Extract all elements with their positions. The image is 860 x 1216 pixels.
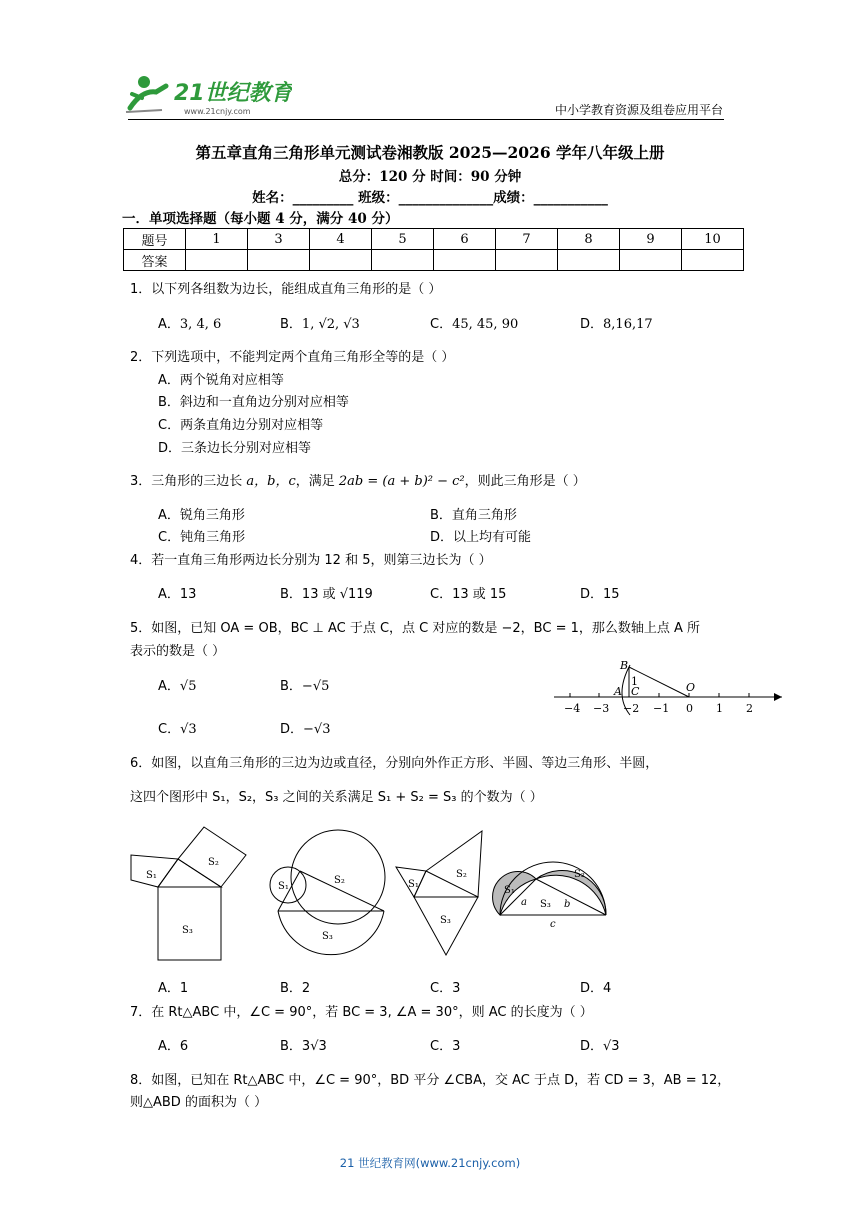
table-cell: 3 [248,229,310,250]
option-letter: A． [158,679,180,694]
q5-option-b[interactable] [280,675,329,694]
table-cell: 7 [496,229,558,250]
header-divider [128,119,724,120]
q3-option-b[interactable]: B．直角三角形 [430,508,517,523]
student-fields: 姓名：_________ 班级：______________成绩：___________ [252,190,608,206]
point-label-a: A [614,685,622,698]
table-cell: 10 [682,229,744,250]
logo [122,68,292,118]
q1-option-d[interactable] [580,313,653,332]
page-title: 第五章直角三角形单元测试卷湘教版 2025—2026 学年八年级上册 [195,143,665,162]
q6-option-c[interactable]: C．3 [430,981,461,996]
q1-option-b[interactable] [280,313,360,332]
table-cell: 题号 [124,229,186,250]
stem-text: ，则此三角形是（ ） [464,474,586,489]
tick-label: 0 [686,702,693,715]
score-time: 总分：120 分 时间：90 分钟 [338,169,522,185]
option-letter: B． [280,317,302,332]
option-value: −√3 [303,722,331,737]
label-s2: S₂ [208,857,219,868]
question-8-stem: 8．如图，已知在 Rt△ABC 中，∠C = 90°，BD 平分 ∠CBA，交 AC 于点 D，若 CD = 3，AB = 12， [130,1073,731,1088]
tick-label: −4 [564,702,581,715]
variables: a，b，c [246,474,296,489]
q6-figures [126,825,626,974]
table-row [124,229,744,250]
point-label-b: B [620,659,629,672]
question-3-stem [130,470,586,489]
table-cell: 9 [620,229,682,250]
option-letter: D． [280,722,304,737]
label-s1: S₁ [146,870,157,881]
formula: 2ab = (a + b)² − c² [338,474,465,489]
question-2-stem: 2．下列选项中，不能判定两个直角三角形全等的是（ ） [130,350,455,365]
q2-option-d[interactable]: D．三条边长分别对应相等 [158,441,312,456]
question-4-stem: 4．若一直角三角形两边长分别为 12 和 5，则第三边长为（ ） [130,553,492,568]
table-row [124,250,744,271]
label-s1: S₁ [408,879,419,890]
point-label-c: C [631,685,640,698]
number-line-figure [550,655,790,721]
q3-option-a[interactable]: A．锐角三角形 [158,508,245,523]
table-cell: 4 [310,229,372,250]
tick-label: −3 [593,702,610,715]
option-value: √5 [179,679,197,694]
q7-option-d[interactable]: D．√3 [580,1039,620,1054]
q1-option-a[interactable] [158,313,221,332]
label-s3: S₃ [182,925,193,936]
answer-cell[interactable] [248,250,310,271]
q6-option-a[interactable]: A．1 [158,981,189,996]
q2-option-c[interactable]: C．两条直角边分别对应相等 [158,418,324,433]
stem-text: ，满足 [295,474,339,489]
label-s3: S₃ [322,931,333,942]
option-letter: C． [430,317,453,332]
answer-cell[interactable] [310,250,372,271]
answer-table [123,228,744,271]
stem-text: 3．三角形的三边长 [130,474,247,489]
q6-option-d[interactable]: D．4 [580,981,612,996]
label-s2: S₂ [334,875,345,886]
q4-option-c[interactable]: C．13 或 15 [430,587,507,602]
answer-cell[interactable] [496,250,558,271]
platform-name: 中小学教育资源及组卷应用平台 [554,103,723,117]
option-letter: B． [280,679,302,694]
table-cell: 1 [186,229,248,250]
label-s1: S₁ [278,881,289,892]
option-letter: D． [580,317,604,332]
question-8-stem-cont: 则△ABD 的面积为（ ） [130,1095,268,1110]
question-5-stem: 5．如图，已知 OA = OB，BC ⊥ AC 于点 C，点 C 对应的数是 −2，BC = 1，那么数轴上点 A 所 [130,621,701,636]
answer-cell[interactable] [372,250,434,271]
answer-cell[interactable] [682,250,744,271]
q7-option-b[interactable]: B．3√3 [280,1039,327,1054]
tick-label: 1 [716,702,723,715]
q4-option-d[interactable]: D．15 [580,587,620,602]
q3-option-c[interactable]: C．钝角三角形 [158,530,246,545]
label-s3: S₃ [440,915,451,926]
table-cell: 6 [434,229,496,250]
option-letter: C． [158,722,181,737]
q5-option-c[interactable] [158,718,197,737]
q7-option-a[interactable]: A．6 [158,1039,189,1054]
label-s1: S₁ [504,885,515,896]
label-a: a [521,897,527,908]
option-value: 45, 45, 90 [452,317,519,332]
answer-cell[interactable] [620,250,682,271]
tick-label: −1 [653,702,670,715]
label-c: c [550,919,556,930]
table-cell: 8 [558,229,620,250]
q4-option-b[interactable]: B．13 或 √119 [280,587,373,602]
q3-option-d[interactable]: D．以上均有可能 [430,530,532,545]
tick-label: −2 [623,702,640,715]
label-s2: S₂ [456,869,467,880]
tick-label: 2 [746,702,753,715]
question-5-stem-cont: 表示的数是（ ） [130,644,226,659]
q1-option-c[interactable] [430,313,518,332]
logo-url: www.21cnjy.com [184,107,251,116]
figure-triangles [396,831,482,955]
segment-label-one: 1 [631,675,638,688]
point-label-o: O [686,681,696,694]
q7-option-c[interactable]: C．3 [430,1039,461,1054]
answer-cell[interactable] [558,250,620,271]
option-letter: A． [158,317,180,332]
option-value: 1, √2, √3 [301,317,360,332]
q5-option-d[interactable] [280,718,330,737]
figure-squares [131,827,246,960]
question-7-stem: 7．在 Rt△ABC 中，∠C = 90°，若 BC = 3, ∠A = 30°，则 AC 的长度为（ ） [130,1005,593,1020]
label-s3: S₃ [540,899,551,910]
label-b: b [564,899,571,910]
section-heading: 一．单项选择题（每小题 4 分，满分 40 分） [122,211,399,227]
option-value: 3, 4, 6 [179,317,222,332]
answer-cell[interactable] [186,250,248,271]
q5-option-a[interactable] [158,675,196,694]
table-cell: 5 [372,229,434,250]
question-6-stem-cont: 这四个图形中 S₁，S₂，S₃ 之间的关系满足 S₁ + S₂ = S₃ 的个数为（ ） [130,790,543,805]
option-value: 8,16,17 [603,317,653,332]
table-cell: 答案 [124,250,186,271]
logo-text: 21世纪教育 [174,81,292,106]
option-value: √3 [180,722,197,737]
option-value: −√5 [301,679,330,694]
q2-option-b[interactable]: B．斜边和一直角边分别对应相等 [158,395,349,410]
figure-lunes [493,862,606,930]
label-s2: S₂ [574,869,585,880]
question-1-stem: 1．以下列各组数为边长，能组成直角三角形的是（ ） [130,282,442,297]
q4-option-a[interactable]: A．13 [158,587,197,602]
question-6-stem: 6．如图，以直角三角形的三边为边或直径，分别向外作正方形、半圆、等边三角形、半圆， [130,756,659,771]
answer-cell[interactable] [434,250,496,271]
footer-link[interactable]: 21 世纪教育网(www.21cnjy.com) [339,1156,521,1170]
q2-option-a[interactable]: A．两个锐角对应相等 [158,373,284,388]
figure-semicircles [270,830,385,955]
q6-option-b[interactable]: B．2 [280,981,311,996]
